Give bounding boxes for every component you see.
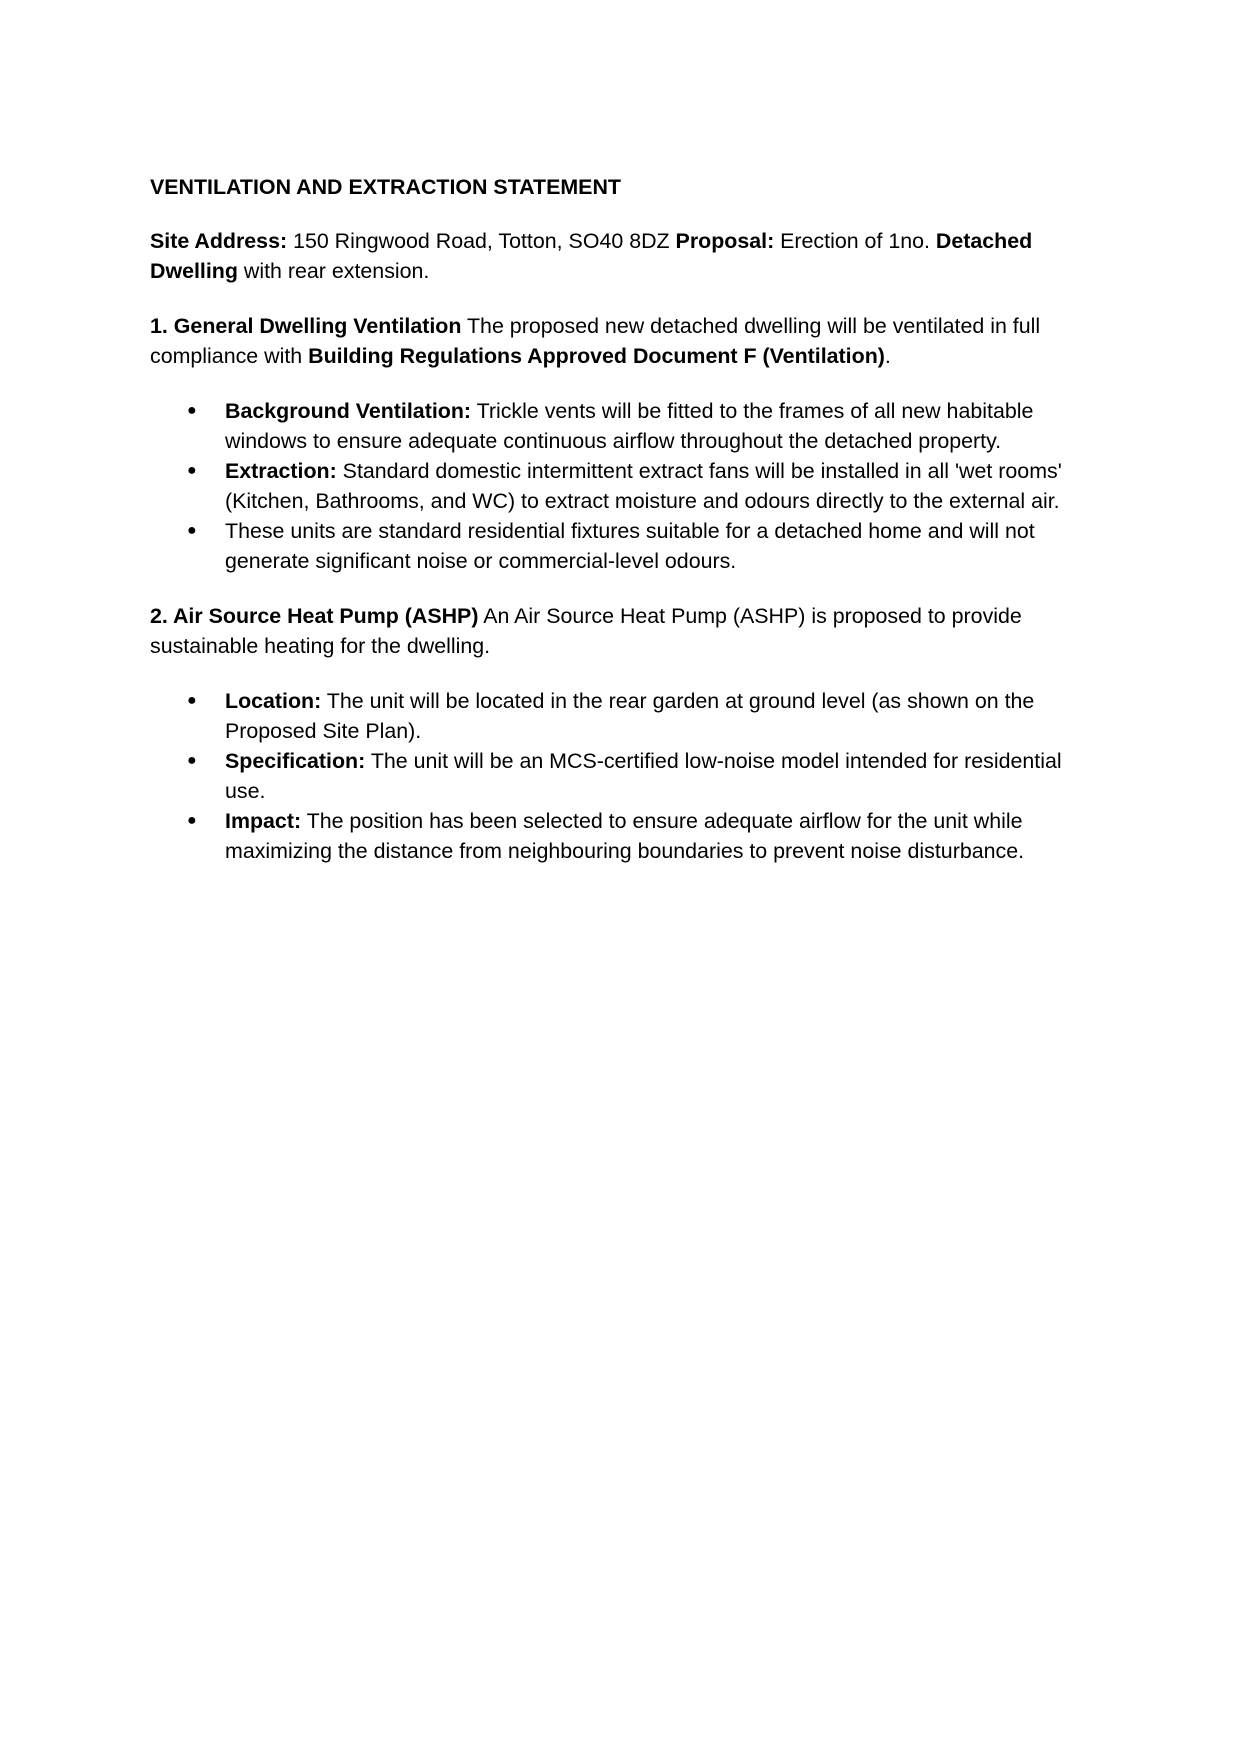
- bullet-icon: ●: [187, 692, 197, 709]
- section-1-heading: 1. General Dwelling Ventilation: [150, 314, 462, 338]
- list-item: [187, 806, 1100, 866]
- dwelling-tail: with rear extension.: [237, 259, 430, 283]
- document-title: VENTILATION AND EXTRACTION STATEMENT: [150, 175, 621, 199]
- bullet-text: The position has been selected to ensure adequate airflow for the unit while maximizing the distance from neighbouring boundaries to prevent noise disturbance.: [225, 809, 1025, 863]
- bullet-label: Extraction:: [225, 459, 337, 483]
- section-1-bullet-list: [150, 396, 1100, 576]
- bullet-label: Impact:: [225, 809, 302, 833]
- site-address-label: Site Address:: [150, 229, 288, 253]
- bullet-text: The unit will be located in the rear garden at ground level (as shown on the Proposed Site Plan).: [225, 689, 1035, 743]
- detached-dwelling-label: Detached Dwelling: [150, 229, 1033, 283]
- section-1-paragraph: [150, 311, 1100, 371]
- list-item: [187, 686, 1100, 746]
- bullet-icon: ●: [187, 752, 197, 769]
- bullet-text: These units are standard residential fixtures suitable for a detached home and will not generate significant noise or commercial-level odours.: [225, 519, 1035, 573]
- list-item: [187, 516, 1100, 576]
- list-item: [187, 396, 1100, 456]
- bullet-text: Trickle vents will be fitted to the frames of all new habitable windows to ensure adequate continuous airflow throughout the detached property.: [225, 399, 1034, 453]
- proposal-value: Erection of 1no.: [774, 229, 936, 253]
- list-item: [187, 456, 1100, 516]
- section-2-text: An Air Source Heat Pump (ASHP) is proposed to provide sustainable heating for the dwelling.: [150, 604, 1022, 658]
- document-page: [150, 172, 1100, 891]
- site-intro-paragraph: [150, 226, 1100, 286]
- section-2-paragraph: [150, 601, 1100, 661]
- building-regulations-reference: Building Regulations Approved Document F (Ventilation): [308, 344, 885, 368]
- bullet-icon: ●: [187, 812, 197, 829]
- bullet-icon: ●: [187, 402, 197, 419]
- section-2-heading: 2. Air Source Heat Pump (ASHP): [150, 604, 479, 628]
- bullet-label: Specification:: [225, 749, 366, 773]
- bullet-label: Location:: [225, 689, 322, 713]
- bullet-icon: ●: [187, 522, 197, 539]
- section-1-text: The proposed new detached dwelling will be ventilated in full compliance with: [150, 314, 1041, 368]
- list-item: [187, 746, 1100, 806]
- section-1-end: .: [884, 344, 891, 368]
- proposal-label: Proposal:: [675, 229, 775, 253]
- section-2-bullet-list: [150, 686, 1100, 866]
- site-address-value: 150 Ringwood Road, Totton, SO40 8DZ: [287, 229, 676, 253]
- bullet-icon: ●: [187, 462, 197, 479]
- bullet-text: Standard domestic intermittent extract fans will be installed in all 'wet rooms' (Kitchen, Bathrooms, and WC) to extract moisture and odours directly to the external air.: [225, 459, 1062, 513]
- bullet-text: The unit will be an MCS-certified low-noise model intended for residential use.: [225, 749, 1062, 803]
- bullet-label: Background Ventilation:: [225, 399, 472, 423]
